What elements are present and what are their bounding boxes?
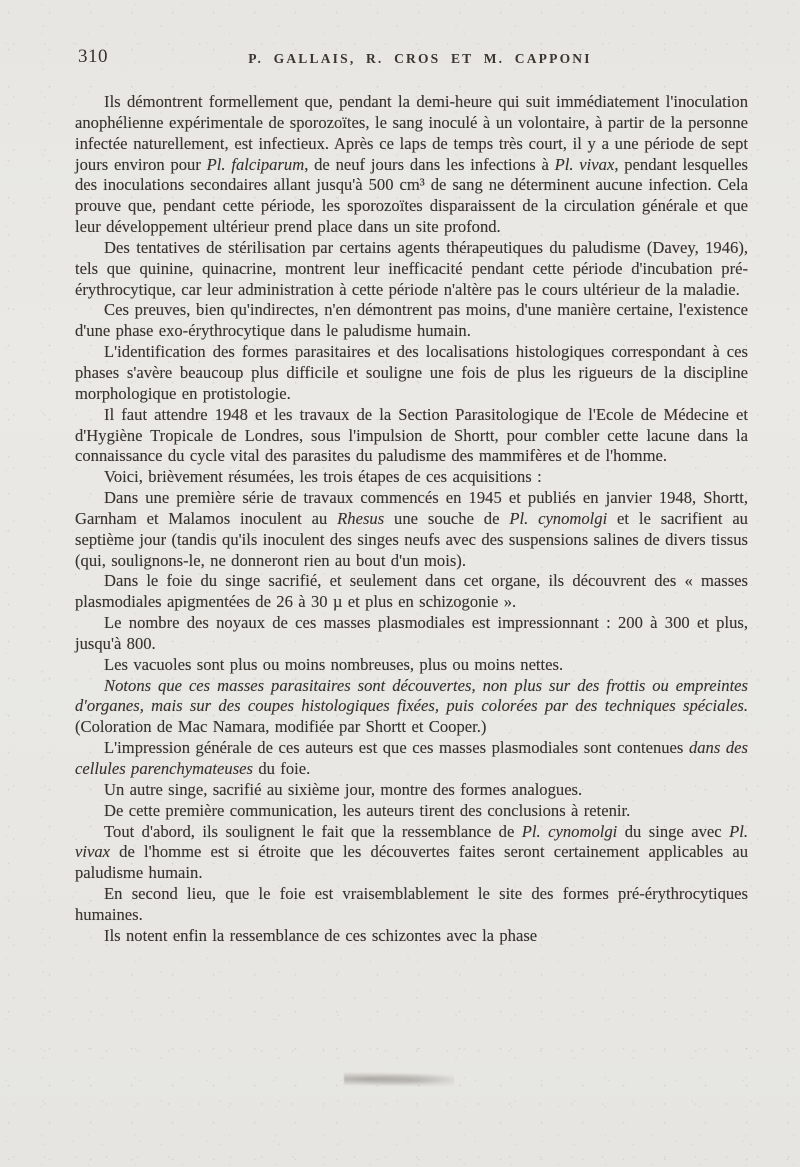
paragraph: Ces preuves, bien qu'indirectes, n'en démontrent pas moins, d'une manière certaine, l'existence d'une phase exo-érythrocytique dans le paludisme humain.	[75, 300, 748, 341]
paragraph: Il faut attendre 1948 et les travaux de la Section Parasitologique de l'Ecole de Médecine et d'Hygiène Tropicale de Londres, sous l'impulsion de Shortt, pour combler cette lacune dans la connaissance du cycle vital des parasites du paludisme des mammifères et de l'homme.	[75, 404, 748, 466]
paragraph: Ils notent enfin la ressemblance de ces schizontes avec la phase	[104, 925, 538, 945]
running-header: P. GALLAIS, R. CROS ET M. CAPPONI	[248, 51, 592, 66]
paragraph: Voici, brièvement résumées, les trois étapes de ces acquisitions :	[104, 467, 542, 487]
paragraph: Le nombre des noyaux de ces masses plasmodiales est impressionnant : 200 à 300 et plus, jusqu'à 800.	[75, 613, 748, 653]
scan-smudge-artifact	[344, 1072, 454, 1086]
paragraph: Tout d'abord, ils soulignent le fait que la ressemblance de Pl. cynomolgi du singe avec Pl. vivax de l'homme est si étroite que les découvertes faites seront certainement applicables au paludisme humain.	[75, 821, 748, 883]
paragraph: Notons que ces masses parasitaires sont découvertes, non plus sur des frottis ou empreintes d'organes, mais sur des coupes histologiques fixées, puis colorées par des techniques spéciales. (Coloration de Mac Namara, modifiée par Shortt et Cooper.)	[75, 675, 748, 737]
paragraph: Un autre singe, sacrifié au sixième jour, montre des formes analogues.	[104, 779, 583, 799]
paragraph: L'identification des formes parasitaires et des localisations histologiques correspondant à ces phases s'avère beaucoup plus difficile et souligne une fois de plus les rigueurs de la discipline morphologique en protistologie.	[75, 342, 748, 403]
paragraph: L'impression générale de ces auteurs est que ces masses plasmodiales sont contenues dans des cellules parenchymateuses du foie.	[75, 738, 748, 778]
paragraph: Dans le foie du singe sacrifié, et seulement dans cet organe, ils découvrent des « masses plasmodiales apigmentées de 26 à 30 µ et plus en schizogonie ».	[75, 571, 748, 612]
page-number: 310	[78, 46, 108, 67]
page-body	[75, 92, 748, 947]
paragraph: Les vacuoles sont plus ou moins nombreuses, plus ou moins nettes.	[104, 654, 564, 674]
paragraph: En second lieu, que le foie est vraisemblablement le site des formes pré-érythrocytiques humaines.	[75, 884, 748, 924]
paragraph: Ils démontrent formellement que, pendant la demi-heure qui suit immédiatement l'inoculation anophélienne expérimentale de sporozoïtes, le sang inoculé à un volontaire, à partir de la personne infectée naturellement, est infectieux. Après ce laps de temps très court, il y a une période de sept jours environ pour Pl. falciparum, de neuf jours dans les infections à Pl. vivax, pendant lesquelles des inoculations secondaires allant jusqu'à 500 cm³ de sang ne déterminent aucune infection. Cela prouve que, pendant cette période, les sporozoïtes disparaissent de la circulation générale et que leur développement ultérieur prend place dans un site profond.	[75, 92, 749, 237]
paragraph: Des tentatives de stérilisation par certains agents thérapeutiques du paludisme (Davey, 1946), tels que quinine, quinacrine, montrent leur inefficacité pendant cette période d'incubation pré-érythrocytique, car leur administration à cette période n'altère pas le cours ultérieur de la maladie.	[75, 237, 748, 299]
paragraph: Dans une première série de travaux commencés en 1945 et publiés en janvier 1948, Shortt, Garnham et Malamos inoculent au Rhesus une souche de Pl. cynomolgi et le sacrifient au septième jour (tandis qu'ils inoculent des singes neufs avec des suspensions salines de divers tissus (qui, soulignons-le, ne donneront rien au bout d'un mois).	[75, 488, 748, 570]
paragraph: De cette première communication, les auteurs tirent des conclusions à retenir.	[104, 800, 631, 820]
